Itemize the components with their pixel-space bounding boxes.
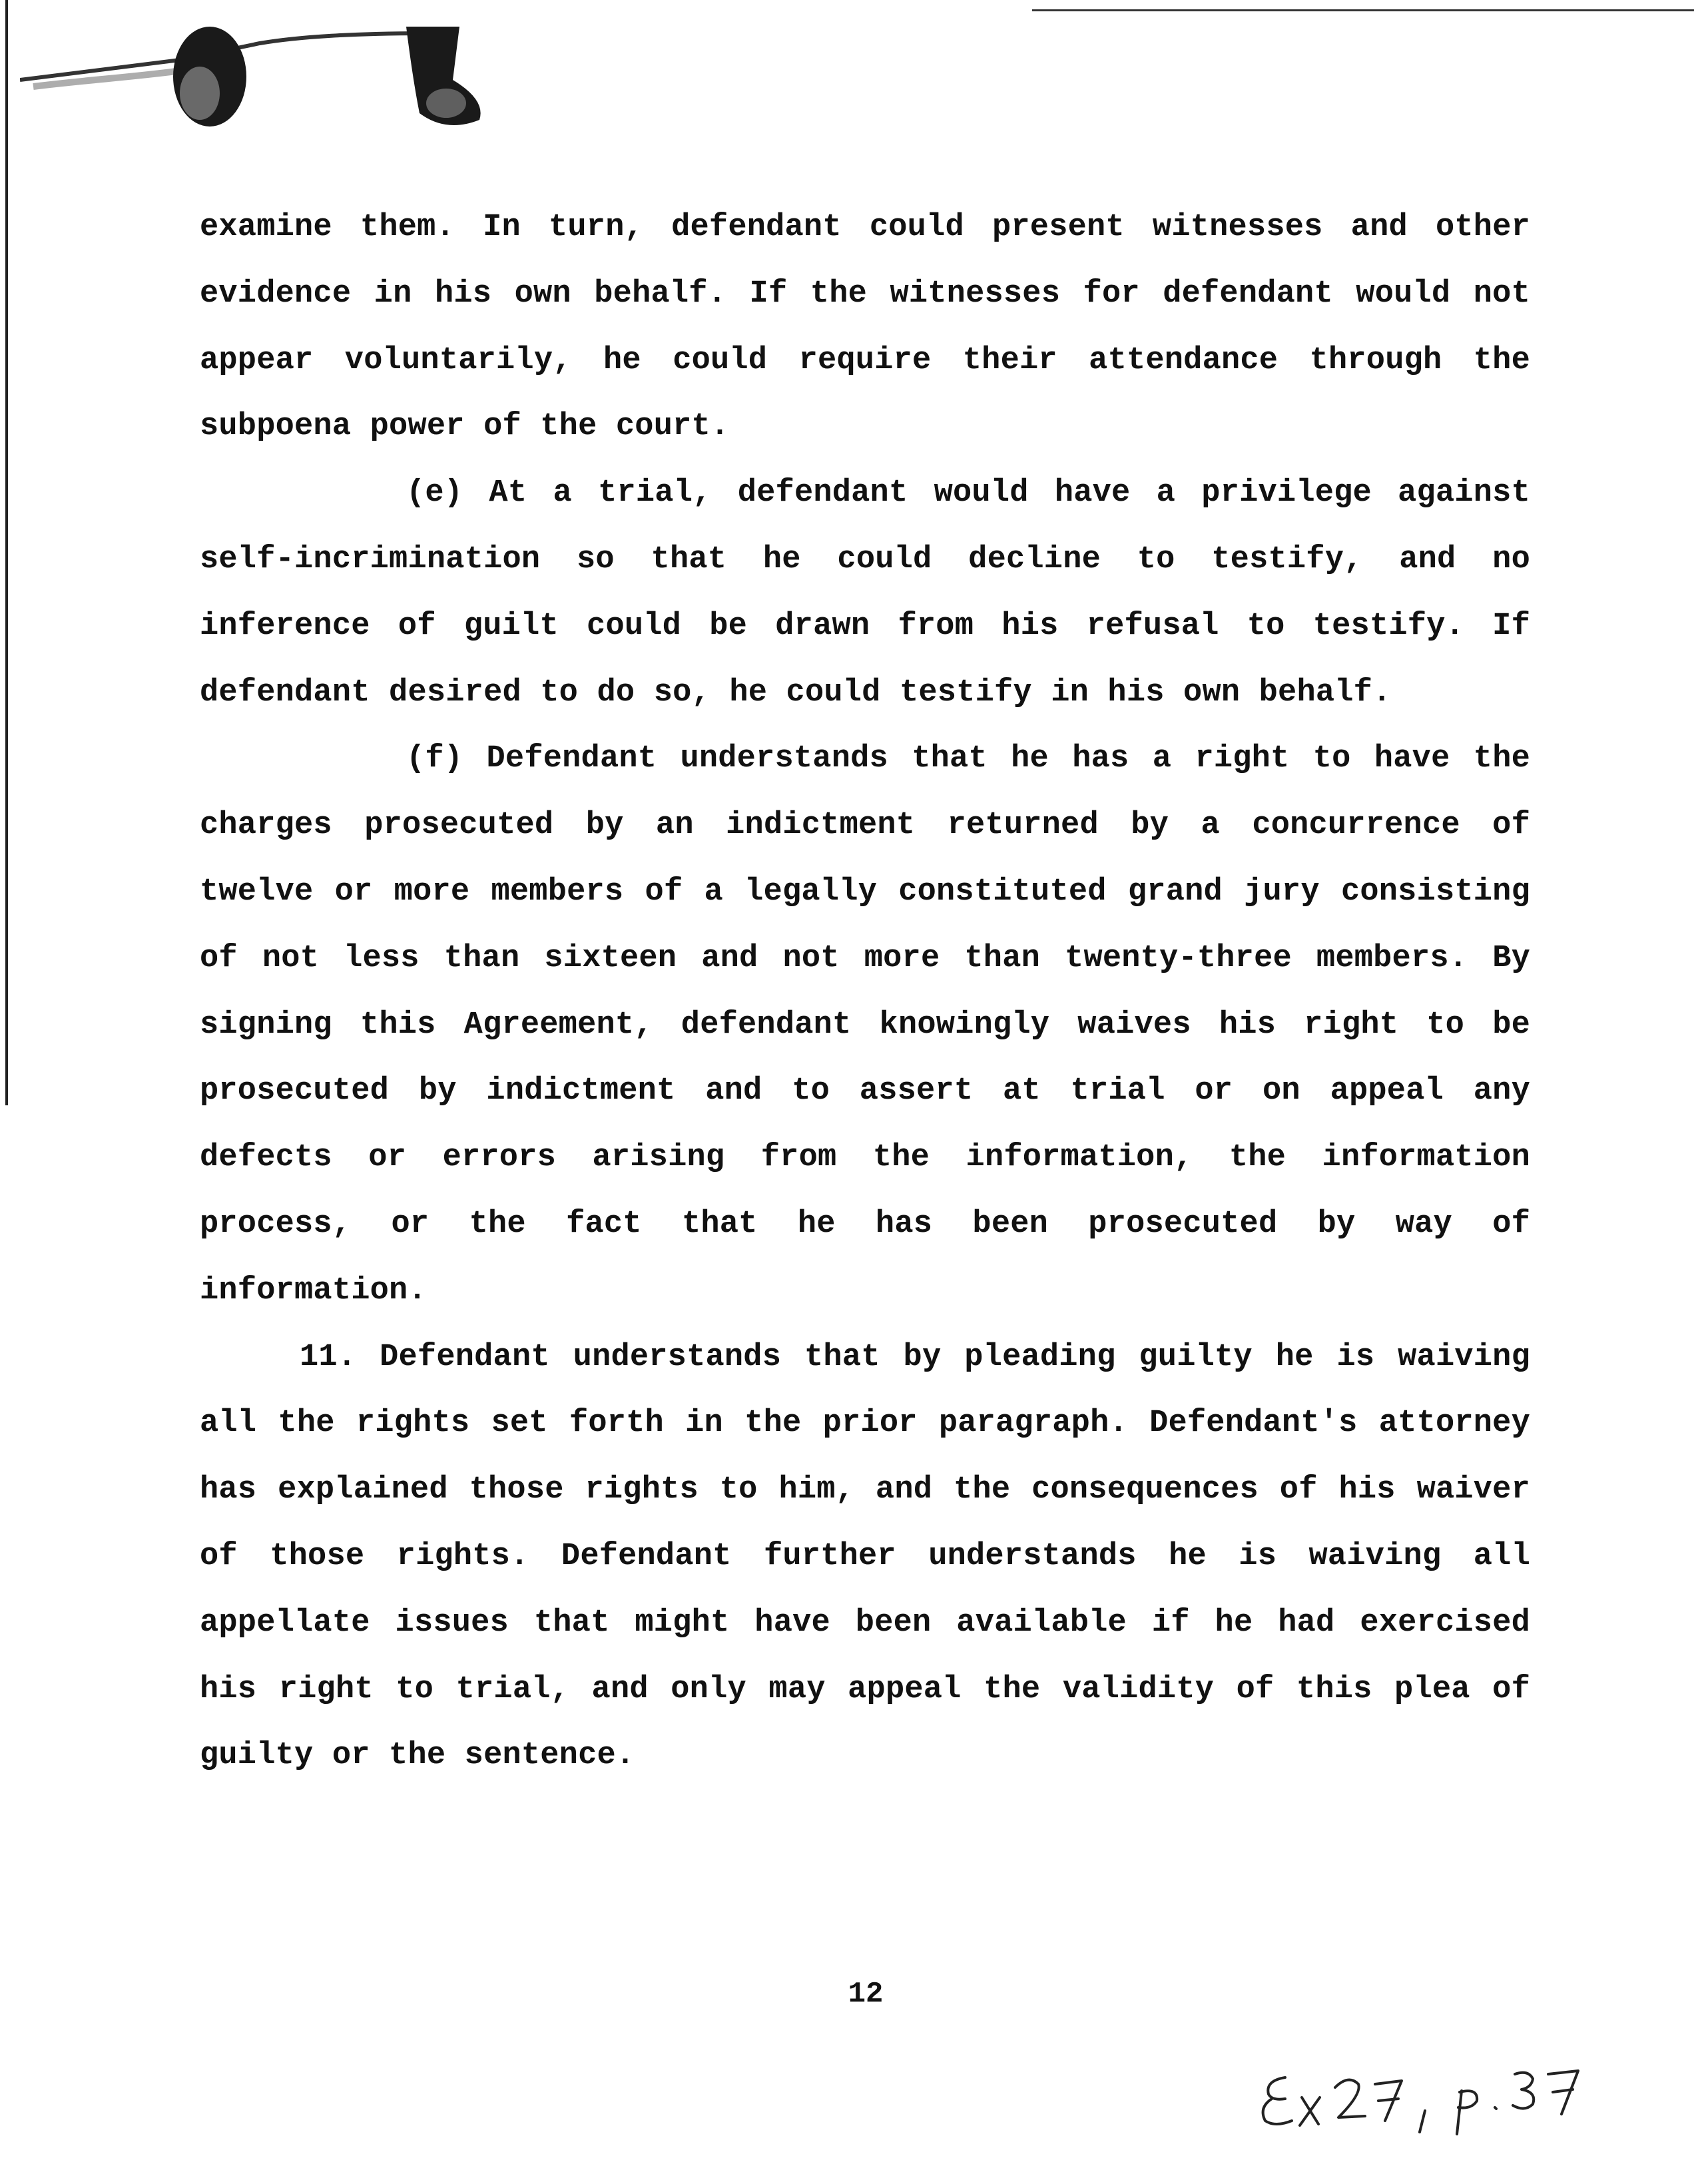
paragraph-e: (e) At a trial, defendant would have a privilege against self-incrimination so that he could decline to testify, and no inference of guilt could be drawn from his refusal to testify. If defendant desired to do so, he could testify in his own behalf. (200, 475, 1530, 710)
page-number: 12 (848, 1978, 884, 2011)
paragraph-11: 11. Defendant understands that by pleading guilty he is waiving all the rights set forth in the prior paragraph. Defendant's attorney has explained those rights to him, and the consequences of his waiver of those rights. Defendant further understands he is waiving all appellate issues that might have been available if he had exercised his right to trial, and only may appeal the validity of this plea of guilty or the sentence. (200, 1339, 1530, 1774)
paragraph-continued: examine them. In turn, defendant could present witnesses and other evidence in his own behalf. If the witnesses for defendant would not appear voluntarily, he could require their attendance through the subpoena power of the court. (200, 210, 1530, 445)
document-body (200, 194, 1530, 1789)
scan-top-rule (1032, 9, 1694, 11)
scan-left-edge (5, 0, 8, 1105)
handwritten-exhibit-note (1245, 2051, 1618, 2137)
paragraph-f: (f) Defendant understands that he has a right to have the charges prosecuted by an indictment returned by a concurrence of twelve or more members of a legally constituted grand jury consisting of not less than sixteen and not more than twenty-three members. By signing this Agreement, defendant knowingly waives his right to be prosecuted by indictment and to assert at trial or on appeal any defects or errors arising from the information, the information process, or the fact that he has been prosecuted by way of information. (200, 741, 1530, 1308)
binder-clip-artifact (20, 13, 513, 133)
